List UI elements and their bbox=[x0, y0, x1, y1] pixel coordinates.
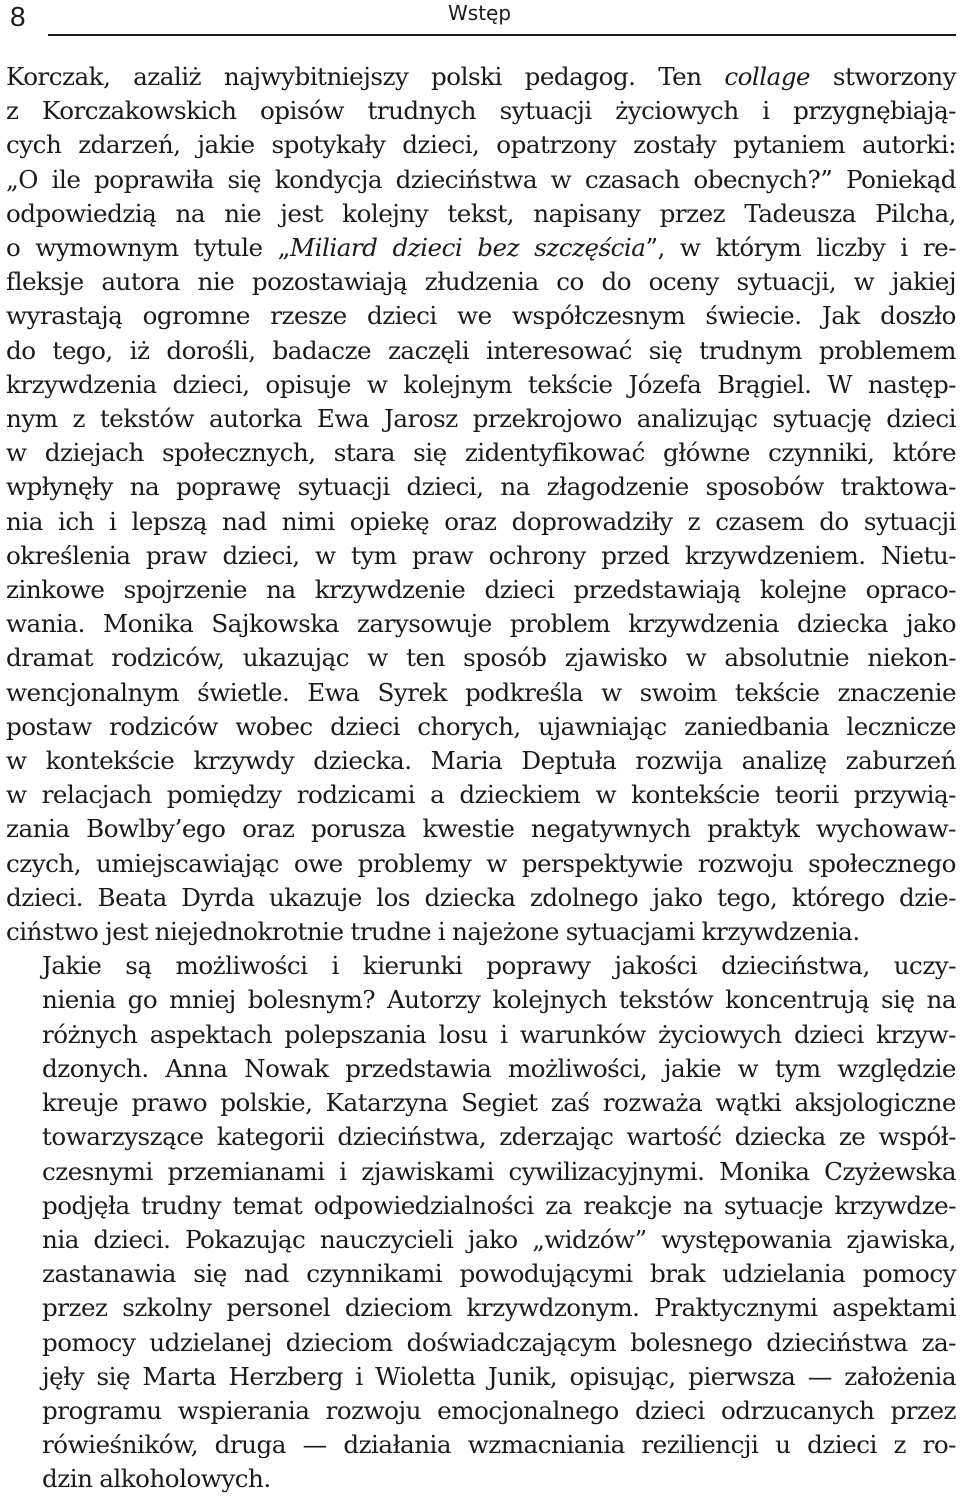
text-line: pomocy udzielanej dzieciom doświadczającym bolesnego dzieciństwa za- bbox=[42, 1327, 956, 1357]
text-line: jęły się Marta Herzberg i Wioletta Junik, opisując, pierwsza — założenia bbox=[42, 1361, 956, 1391]
text-line: czych, umiejscawiając owe problemy w perspektywie rozwoju społecznego bbox=[6, 848, 956, 878]
text-line: zinkowe spojrzenie na krzywdzenie dzieci przedstawiają kolejne opraco- bbox=[6, 575, 956, 605]
text-line: w dziejach społecznych, stara się zidentyfikować główne czynniki, które bbox=[6, 438, 956, 468]
text-line: w relacjach pomiędzy rodzicami a dzieckiem w kontekście teorii przywią- bbox=[6, 780, 956, 810]
text-line: o wymownym tytule „Miliard dzieci bez szczęścia”, w którym liczby i re- bbox=[6, 233, 956, 263]
text-line: odpowiedzią na nie jest kolejny tekst, napisany przez Tadeusza Pilcha, bbox=[6, 198, 956, 228]
text-line: nym z tekstów autorka Ewa Jarosz przekrojowo analizując sytuację dzieci bbox=[6, 404, 956, 434]
text-line: dramat rodziców, ukazując w ten sposób zjawisko w absolutnie niekon- bbox=[6, 643, 956, 673]
paragraph-1 bbox=[6, 60, 956, 949]
text-line: wpłynęły na poprawę sytuacji dzieci, na złagodzenie sposobów traktowa- bbox=[6, 472, 956, 502]
text-line: z Korczakowskich opisów trudnych sytuacji życiowych i przygnębiają- bbox=[6, 96, 956, 126]
text-line: przez szkolny personel dzieciom krzywdzonym. Praktycznymi aspektami bbox=[42, 1293, 956, 1323]
italic-title: Miliard dzieci bez szczęścia bbox=[289, 233, 646, 263]
text-line: fleksje autora nie pozostawiają złudzenia co do oceny sytuacji, w jakiej bbox=[6, 267, 956, 297]
text-line: ciństwo jest niejednokrotnie trudne i najeżone sytuacjami krzywdzenia. bbox=[6, 917, 860, 947]
text-line: rówieśników, druga — działania wzmacniania reziliencji u dzieci z ro- bbox=[42, 1430, 956, 1460]
text-line: postaw rodziców wobec dzieci chorych, ujawniając zaniedbania lecznicze bbox=[6, 711, 956, 741]
text-line: podjęła trudny temat odpowiedzialności za reakcje na sytuacje krzywdze- bbox=[42, 1190, 956, 1220]
text-line: nia ich i lepszą nad nimi opiekę oraz doprowadziły z czasem do sytuacji bbox=[6, 506, 956, 536]
text-line: nia dzieci. Pokazując nauczycieli jako „widzów” występowania zjawiska, bbox=[42, 1224, 956, 1254]
text-line: zania Bowlby’ego oraz porusza kwestie negatywnych praktyk wychowaw- bbox=[6, 814, 956, 844]
text-line: dzieci. Beata Dyrda ukazuje los dziecka zdolnego jako tego, którego dzie- bbox=[6, 882, 956, 912]
text-line: krzywdzenia dzieci, opisuje w kolejnym tekście Józefa Brągiel. W następ- bbox=[6, 369, 956, 399]
text-line: wania. Monika Sajkowska zarysowuje problem krzywdzenia dziecka jako bbox=[6, 609, 956, 639]
text-line: wyrastają ogromne rzesze dzieci we współczesnym świecie. Jak doszło bbox=[6, 301, 956, 331]
paragraph-2 bbox=[6, 949, 956, 1496]
running-header bbox=[6, 0, 956, 42]
text-line: programu wspierania rozwoju emocjonalnego dzieci odrzucanych przez bbox=[42, 1395, 956, 1425]
header-rule bbox=[48, 34, 956, 36]
text-line: czesnymi przemianami i zjawiskami cywilizacyjnymi. Monika Czyżewska bbox=[42, 1156, 956, 1186]
text-line: określenia praw dzieci, w tym praw ochrony przed krzywdzeniem. Nietu- bbox=[6, 540, 956, 570]
text-line: „O ile poprawiła się kondycja dzieciństwa w czasach obecnych?” Poniekąd bbox=[6, 164, 956, 194]
body-text bbox=[6, 60, 956, 1497]
text-line: Jakie są możliwości i kierunki poprawy jakości dzieciństwa, uczy- bbox=[42, 951, 956, 981]
text-line: nienia go mniej bolesnym? Autorzy kolejnych tekstów koncentrują się na bbox=[42, 985, 956, 1015]
text-line: dzin alkoholowych. bbox=[42, 1464, 271, 1494]
text-line: cych zdarzeń, jakie spotykały dzieci, opatrzony zostały pytaniem autorki: bbox=[6, 130, 956, 160]
text-line: wencjonalnym świetle. Ewa Syrek podkreśla w swoim tekście znaczenie bbox=[6, 677, 956, 707]
text-line: kreuje prawo polskie, Katarzyna Segiet zaś rozważa wątki aksjologiczne bbox=[42, 1088, 956, 1118]
text-line: różnych aspektach polepszania losu i warunków życiowych dzieci krzyw- bbox=[42, 1019, 956, 1049]
running-title: Wstęp bbox=[448, 1, 512, 25]
text-line: do tego, iż dorośli, badacze zaczęli interesować się trudnym problemem bbox=[6, 335, 956, 365]
page-number: 8 bbox=[10, 1, 26, 32]
text-line: towarzyszące kategorii dzieciństwa, zderzając wartość dziecka ze współ- bbox=[42, 1122, 956, 1152]
text-line: dzonych. Anna Nowak przedstawia możliwości, jakie w tym względzie bbox=[42, 1053, 956, 1083]
italic-title: collage bbox=[724, 62, 811, 91]
text-line: zastanawia się nad czynnikami powodującymi brak udzielania pomocy bbox=[42, 1259, 956, 1289]
text-line: w kontekście krzywdy dziecka. Maria Deptuła rozwija analizę zaburzeń bbox=[6, 746, 956, 776]
text-line: Korczak, azaliż najwybitniejszy polski pedagog. Ten collage stworzony bbox=[6, 62, 956, 91]
